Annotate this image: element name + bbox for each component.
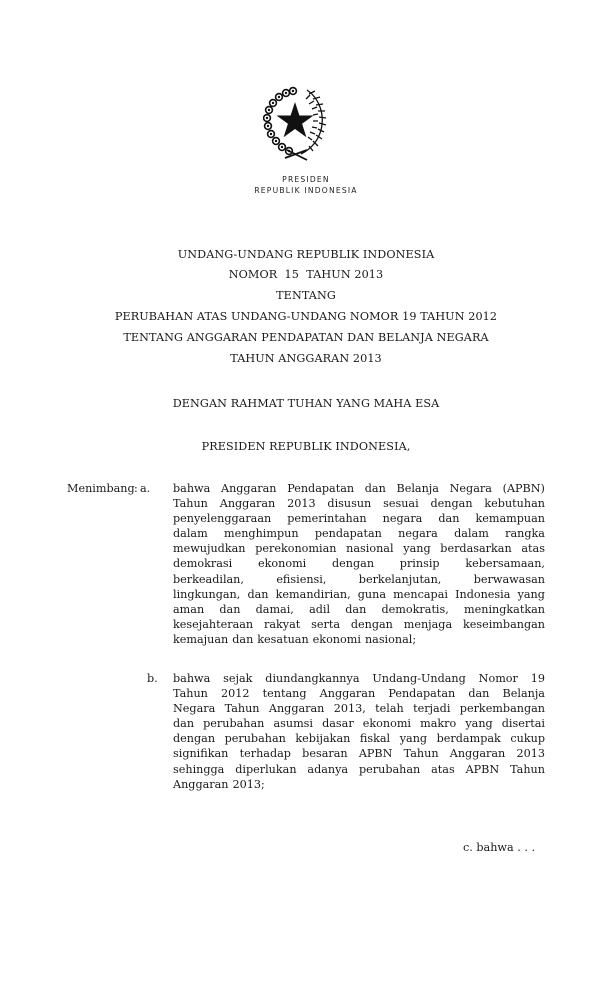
paragraph-line: signifikan terhadap besaran APBN Tahun Anggaran 2013 [173,747,545,761]
authority: PRESIDEN REPUBLIK INDONESIA, [201,440,411,453]
presidential-seal-icon [263,86,327,162]
item-marker-a: a. [140,482,151,495]
paragraph-line: bahwa Anggaran Pendapatan dan Belanja Negara (APBN) [173,482,545,495]
paragraph-line: bahwa sejak diundangkannya Undang-Undang Nomor 19 [173,672,545,685]
institution-name: PRESIDEN [282,175,330,184]
paragraph-line: Tahun 2012 tentang Anggaran Pendapatan dan Belanja [173,687,545,701]
considering-item-a [173,481,545,647]
paragraph-line: Tahun Anggaran 2013 disusun sesuai dengan kebutuhan [173,497,545,511]
paragraph-line: lingkungan, dan kemandirian, guna mencapai Indonesia yang [173,587,545,601]
paragraph-line: kesejahteraan rakyat serta dengan menjaga keseimbangan [173,617,545,631]
paragraph-line: berkeadilan, efisiensi, berkelanjutan, berwawasan [173,572,545,586]
title-line: TENTANG ANGGARAN PENDAPATAN DAN BELANJA NEGARA [123,331,489,344]
title-line: UNDANG-UNDANG REPUBLIK INDONESIA [177,248,435,261]
considering-item-b [173,671,545,792]
paragraph-line: Negara Tahun Anggaran 2013, telah terjadi perkembangan [173,702,545,716]
institution-country: REPUBLIK INDONESIA [254,186,358,195]
considering-separator: : [134,482,138,495]
invocation: DENGAN RAHMAT TUHAN YANG MAHA ESA [172,397,440,410]
paragraph-line: dengan perubahan kebijakan fiskal yang berdampak cukup [173,732,545,746]
paragraph-line: penyelenggaraan pemerintahan negara dan kemampuan [173,512,545,526]
paragraph-line: aman dan damai, adil dan demokratis, meningkatkan [173,602,545,616]
paragraph-line: kemajuan dan kesatuan ekonomi nasional; [173,632,417,646]
paragraph-line: Anggaran 2013; [173,777,265,791]
title-line: TENTANG [276,289,336,302]
paragraph-line: dalam menghimpun pendapatan negara dalam rangka [173,527,545,541]
paragraph-line: dan perubahan asumsi dasar ekonomi makro yang disertai [173,717,545,731]
paragraph-line: demokrasi ekonomi dengan prinsip kebersamaan, [173,557,545,571]
paragraph-line: mewujudkan perekonomian nasional yang berdasarkan atas [173,542,545,556]
title-line: NOMOR 15 TAHUN 2013 [228,268,384,281]
page-catchword: c. bahwa . . . [463,841,535,854]
title-line: TAHUN ANGGARAN 2013 [230,352,382,365]
considering-label: Menimbang [67,482,135,495]
item-marker-b: b. [147,672,158,685]
paragraph-line: sehingga diperlukan adanya perubahan atas APBN Tahun [173,762,545,776]
title-line: PERUBAHAN ATAS UNDANG-UNDANG NOMOR 19 TAHUN 2012 [114,310,498,323]
